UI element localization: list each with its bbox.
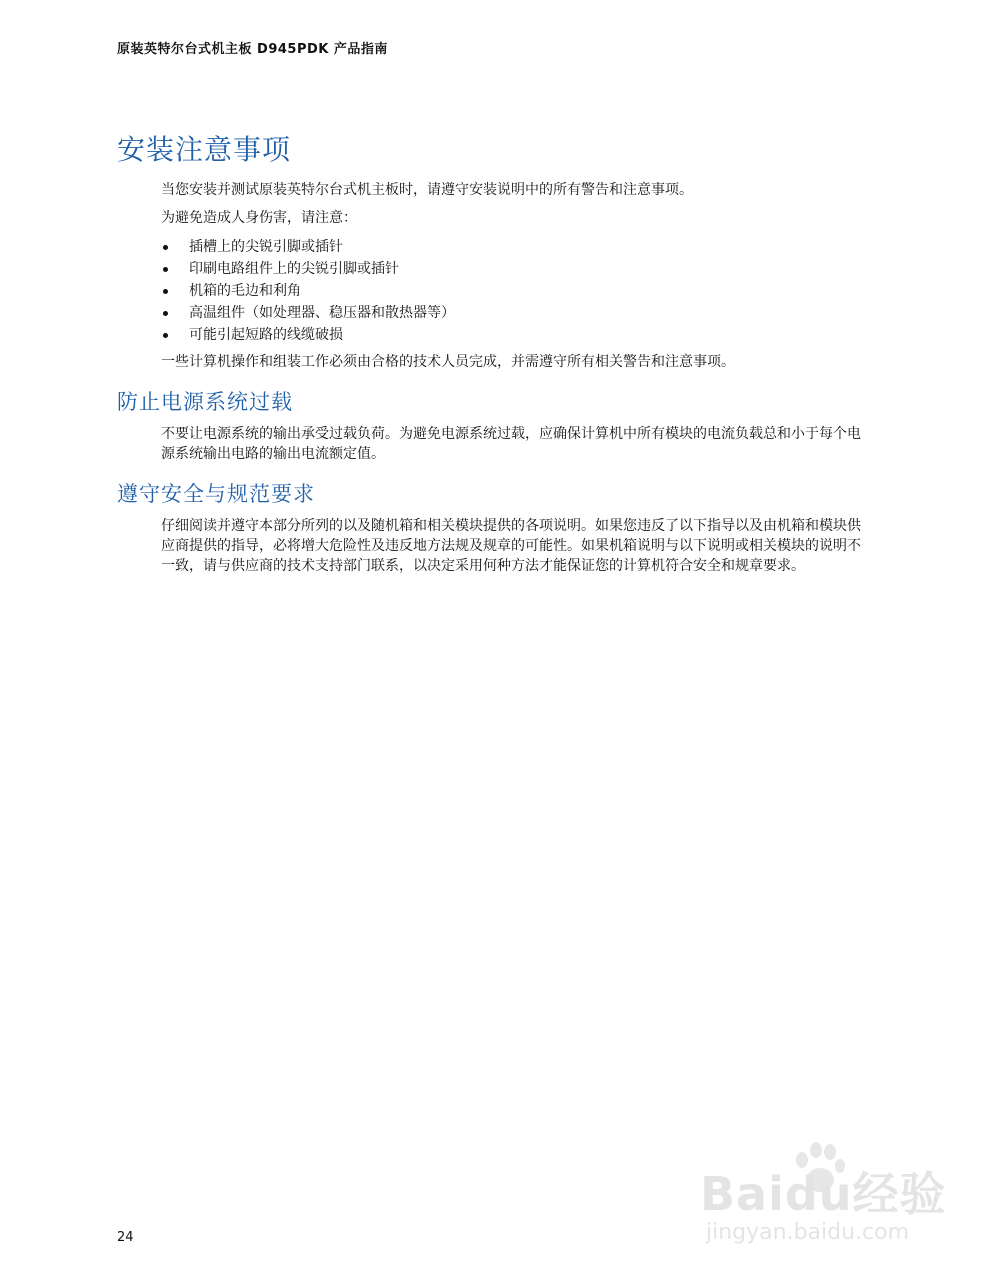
section-safety-compliance xyxy=(117,478,897,576)
running-header: 原装英特尔台式机主板 D945PDK 产品指南 xyxy=(117,42,388,57)
bullet-icon xyxy=(163,311,168,316)
document-body xyxy=(117,128,897,590)
list-item: 插槽上的尖锐引脚或插针 xyxy=(161,236,897,258)
list-item: 印刷电路组件上的尖锐引脚或插针 xyxy=(161,258,897,280)
list-item: 机箱的毛边和利角 xyxy=(161,280,897,302)
section-heading: 遵守安全与规范要求 xyxy=(117,482,315,506)
section-heading: 安装注意事项 xyxy=(117,133,292,166)
section-power-overload xyxy=(117,386,897,464)
lead-paragraph: 为避免造成人身伤害，请注意： xyxy=(161,210,357,226)
body-paragraph: 不要让电源系统的输出承受过载负荷。为避免电源系统过载，应确保计算机中所有模块的电流负载总和小于每个电源系统输出电路的输出电流额定值。 xyxy=(161,426,861,462)
list-item: 可能引起短路的线缆破损 xyxy=(161,324,897,346)
body-paragraph: 仔细阅读并遵守本部分所列的以及随机箱和相关模块提供的各项说明。如果您违反了以下指导以及由机箱和模块供应商提供的指导，必将增大危险性及违反地方法规及规章的可能性。如果机箱说明与以下说明或相关模块的说明不一致，请与供应商的技术支持部门联系，以决定采用何种方法才能保证您的计算机符合安全和规章要求。 xyxy=(161,518,861,574)
watermark-logo: Baidu经验 xyxy=(700,1167,947,1221)
section-heading: 防止电源系统过载 xyxy=(117,390,293,414)
hazard-list xyxy=(161,236,897,346)
page-number: 24 xyxy=(117,1230,134,1245)
watermark xyxy=(700,1140,960,1250)
watermark-url: jingyan.baidu.com xyxy=(706,1220,910,1245)
bullet-icon xyxy=(163,245,168,250)
list-item: 高温组件（如处理器、稳压器和散热器等） xyxy=(161,302,897,324)
bullet-icon xyxy=(163,267,168,272)
section-installation-precautions xyxy=(117,128,897,372)
closing-paragraph: 一些计算机操作和组装工作必须由合格的技术人员完成，并需遵守所有相关警告和注意事项。 xyxy=(161,354,735,370)
bullet-icon xyxy=(163,289,168,294)
bullet-icon xyxy=(163,333,168,338)
intro-paragraph: 当您安装并测试原装英特尔台式机主板时，请遵守安装说明中的所有警告和注意事项。 xyxy=(161,182,693,198)
